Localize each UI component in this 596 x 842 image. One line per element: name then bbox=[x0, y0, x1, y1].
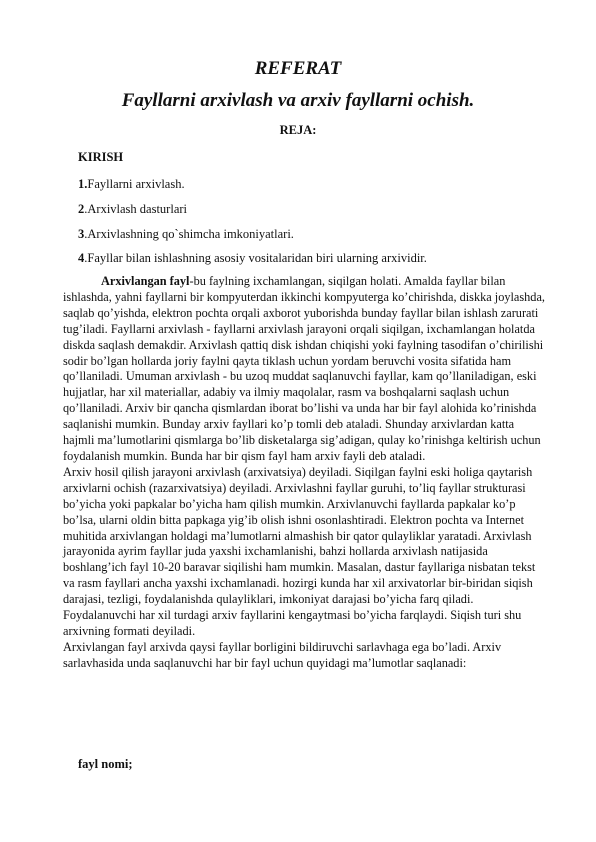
list-item: fayl nomi; bbox=[78, 757, 133, 771]
paragraph bbox=[63, 274, 547, 465]
plan-item-number: 1. bbox=[78, 177, 88, 191]
paragraph: Arxiv hosil qilish jarayoni arxivlash (arxivatsiya) deyiladi. Siqilgan faylni eski holiga qaytarish arxivlarni ochish (razarxivatsiya) deyiladi. Arxivlashni fayllar guruhi, to’liq fayllar strukturasi bo’yicha yoki papkalar bo’yicha ham qilish mumkin. Arxivlanuvchi fayllarda papkalar ko’p bo’lsa, ularni oldin bitta papkaga yig’ib olish ishni osonlashtiradi. Elektron pochta va Internet muhitida arxivlangan holdagi ma’lumotlarni almashish bir qator qulayliklar yaratadi. Arxivlash jarayonida ayrim fayllar juda yaxshi ixchamlanishi, bahzi hollarda arxivlash natijasida boshlang’ich fayl 10-20 baravar siqilishi ham mumkin. Masalan, dastur fayllariga nisbatan tekst va rasm fayllari ancha yaxshi ixchamlanadi. hozirgi kunda har xil arxivatorlar bir-biridan siqish darajasi, tezligi, foydalanishda qulayliklari, imkoniyat darajasi bo’yicha farq qiladi. Foydalanuvchi har xil turdagi arxiv fayllarini kengaytmasi bo’yicha farqlaydi. Siqish turi shu arxivning formati deyiladi. bbox=[63, 464, 536, 638]
plan-item bbox=[78, 251, 427, 266]
plan-item-text: .Arxivlash dasturlari bbox=[84, 202, 188, 216]
plan-item bbox=[78, 202, 187, 217]
paragraph: Arxivlangan fayl arxivda qaysi fayllar borligini bildiruvchi sarlavhaga ega bo’ladi. Arxiv sarlavhasida unda saqlanuvchi har bir fayl uchun quyidagi ma’lumotlar saqlanadi: bbox=[63, 639, 502, 670]
plan-item-number: 3 bbox=[78, 227, 85, 241]
plan-intro: KIRISH bbox=[78, 150, 124, 164]
plan-item-number: 4 bbox=[78, 251, 85, 265]
plan-item bbox=[78, 227, 294, 242]
paragraph-text: -bu faylning ixchamlangan, siqilgan holati. Amalda fayllar bilan ishlashda, yahni fayllarni bir kompyuterdan ikkinchi kompyuterga ko’chirishda, diskka joylashda, saqlab qo’yishda, elektron pochta orqali axborot yuborishda bunday fayllar bilan ishlash zarurati tug’iladi. Fayllarni arxivlash - fayllarni arxivlash jarayoni orqali siqilgan, ixchamlangan holatda diskda saqlash demakdir. Arxivlash qattiq disk ishdan chiqishi yoki faylning tasodifan o’chirilishi sodir bo’lgan hollarda joriy faylni qayta tiklash uchun yordam beruvchi vosita sifatida ham qo’llaniladi. Umuman arxivlash - bu uzoq muddat saqlanuvchi fayllar, kam qo’llaniladigan, eski hujjatlar, har xil materiallar, adabiy va ilmiy maqolalar, rasm va boshqalarni saqlash uchun qo’llaniladi. Arxiv bir qancha qismlardan iborat bo’lishi va unda har bir fayl alohida ko’rinishda saqlanishi mumkin. Bunday arxiv fayllari ko’p tomli deb ataladi. Shunday arxivlardan katta hajmli ma’lumotlarini qismlarga bo’lib disketalarga sig’adigan, qulay ko’rinishga keltirish uchun foydalanish mumkin. Bunda har bir qism fayl ham arxiv fayli deb ataladi. bbox=[63, 274, 545, 463]
plan-heading: REJA: bbox=[279, 123, 317, 137]
plan-item-text: Fayllarni arxivlash. bbox=[87, 177, 185, 191]
plan-item bbox=[78, 177, 185, 192]
body-text bbox=[63, 274, 547, 672]
term-bold: Arxivlangan fayl bbox=[101, 274, 190, 288]
document-title: Fayllarni arxivlash va arxiv fayllarni ochish. bbox=[121, 90, 475, 111]
document-label: REFERAT bbox=[254, 58, 342, 79]
plan-item-number: 2 bbox=[78, 202, 85, 216]
plan-item-text: .Fayllar bilan ishlashning asosiy vositalaridan biri ularning arxividir. bbox=[84, 251, 427, 265]
plan-item-text: .Arxivlashning qo`shimcha imkoniyatlari. bbox=[84, 227, 294, 241]
